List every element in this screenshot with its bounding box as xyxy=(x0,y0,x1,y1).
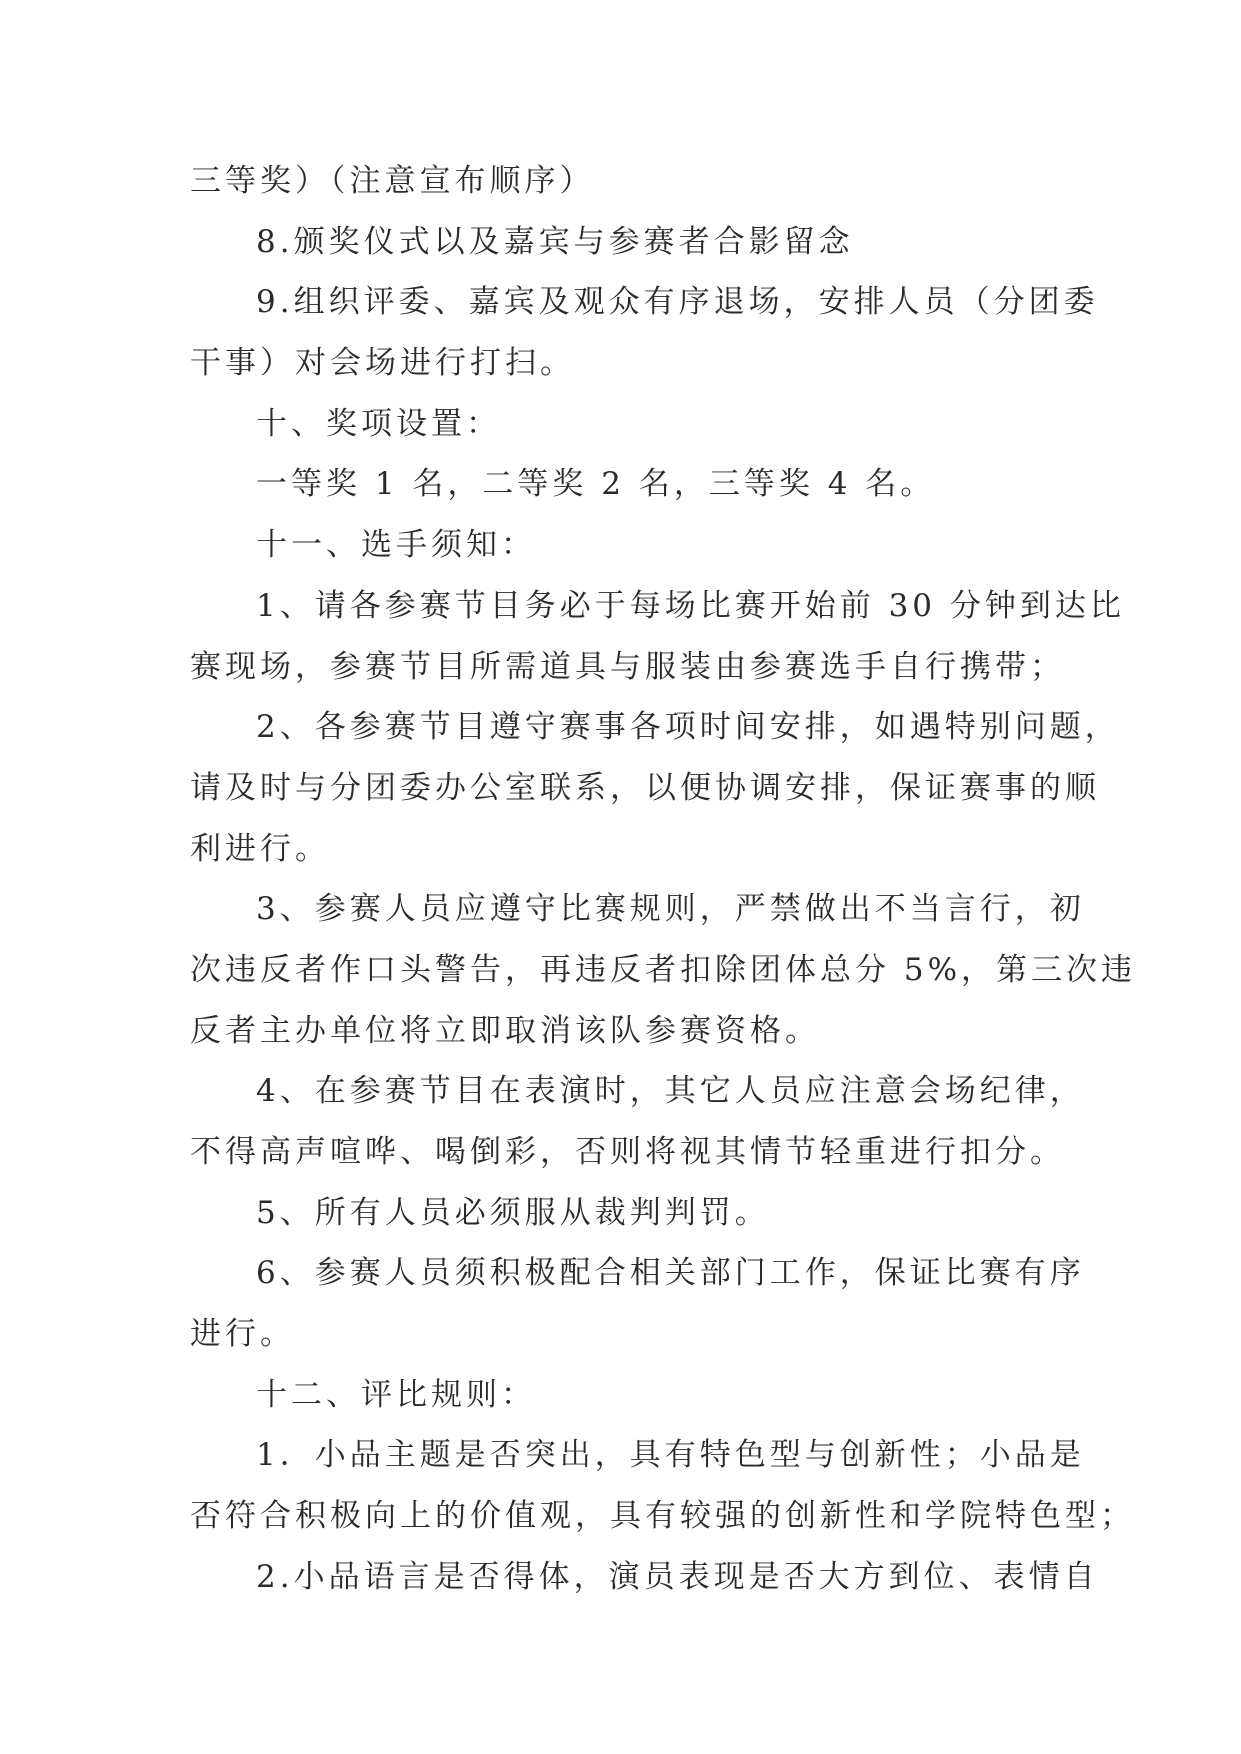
text-line: 反者主办单位将立即取消该队参赛资格。 xyxy=(190,1012,820,1049)
text-line: 9.组织评委、嘉宾及观众有序退场，安排人员（分团委 xyxy=(256,284,1099,321)
text-line: 5、所有人员必须服从裁判判罚。 xyxy=(256,1194,770,1231)
text-line: 干事）对会场进行打扫。 xyxy=(190,345,575,382)
text-line: 1．小品主题是否突出，具有特色型与创新性；小品是 xyxy=(256,1437,1085,1474)
text-line: 十、奖项设置： xyxy=(256,405,501,442)
text-line: 2、各参赛节目遵守赛事各项时间安排，如遇特别问题， xyxy=(256,709,1120,746)
text-line: 6、参赛人员须积极配合相关部门工作，保证比赛有序 xyxy=(256,1255,1085,1292)
text-line: 不得高声喧哗、喝倒彩，否则将视其情节轻重进行扣分。 xyxy=(190,1134,1065,1170)
text-line: 进行。 xyxy=(190,1316,295,1353)
text-line: 十一、选手须知： xyxy=(256,527,536,564)
text-line: 次违反者作口头警告，再违反者扣除团体总分 5%，第三次违 xyxy=(190,951,1137,988)
text-line: 4、在参赛节目在表演时，其它人员应注意会场纪律， xyxy=(256,1073,1085,1110)
text-line: 3、参赛人员应遵守比赛规则，严禁做出不当言行，初 xyxy=(256,891,1085,928)
text-line: 赛现场，参赛节目所需道具与服装由参赛选手自行携带； xyxy=(190,648,1065,685)
text-line: 十二、评比规则： xyxy=(256,1376,536,1413)
text-line: 请及时与分团委办公室联系，以便协调安排，保证赛事的顺 xyxy=(190,769,1100,806)
text-line: 8.颁奖仪式以及嘉宾与参赛者合影留念 xyxy=(256,223,854,260)
text-line: 1、请各参赛节目务必于每场比赛开始前 30 分钟到达比 xyxy=(256,587,1125,624)
text-line: 三等奖）（注意宣布顺序） xyxy=(190,163,595,199)
text-line: 利进行。 xyxy=(190,830,330,867)
text-line: 否符合积极向上的价值观，具有较强的创新性和学院特色型； xyxy=(190,1498,1135,1535)
document-body xyxy=(190,151,1137,1608)
text-line: 一等奖 1 名，二等奖 2 名，三等奖 4 名。 xyxy=(256,466,936,503)
text-line: 2.小品语言是否得体，演员表现是否大方到位、表情自 xyxy=(256,1558,1099,1595)
